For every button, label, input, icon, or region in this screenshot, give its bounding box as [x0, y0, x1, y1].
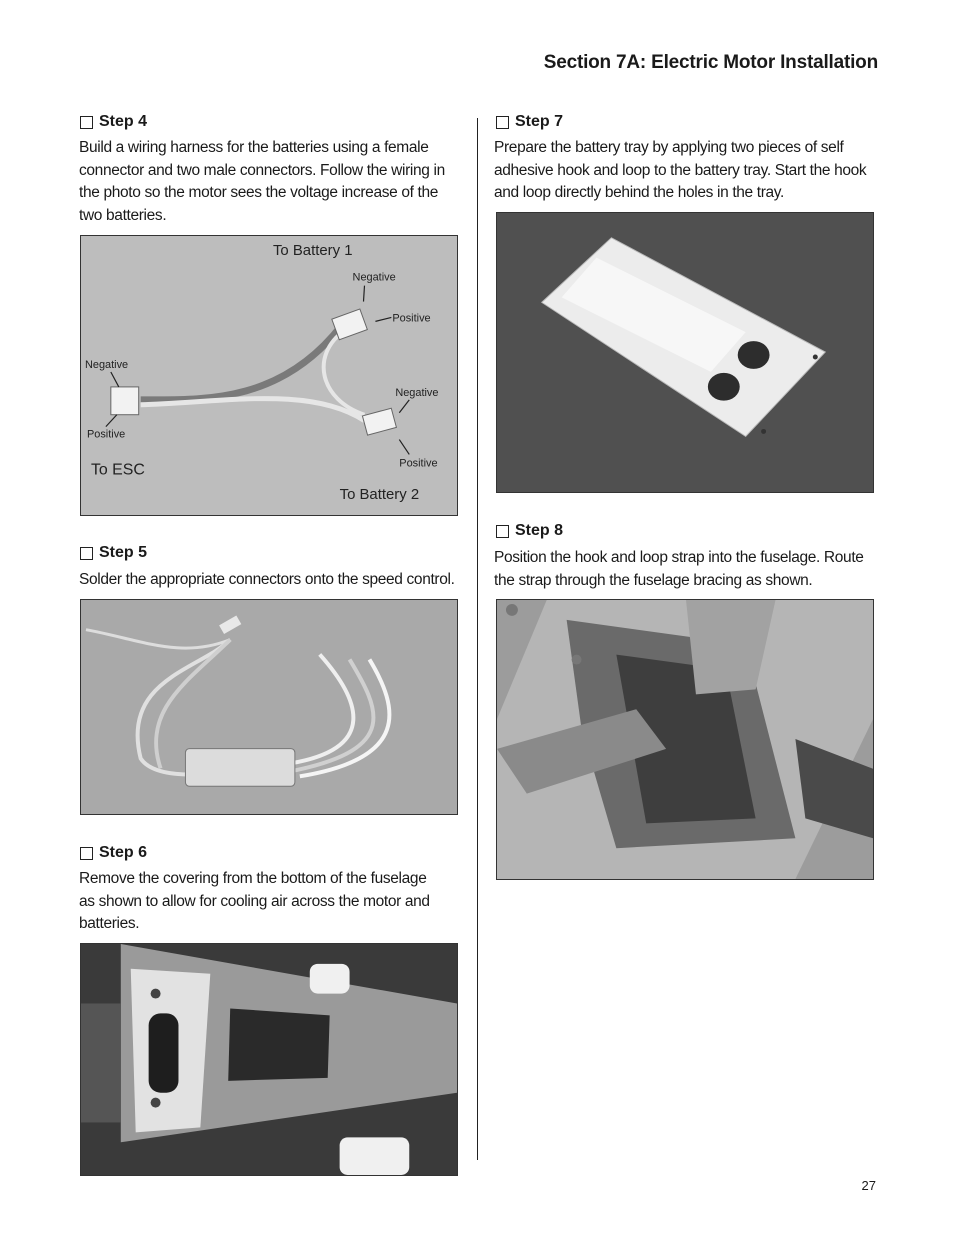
step-5-label: Step 5 — [99, 544, 148, 561]
section-title: Section 7A: Electric Motor Installation — [543, 52, 878, 73]
battery-tray-photo — [496, 212, 874, 493]
step-8-text: Position the hook and loop strap into the fuselage. Route the strap through the fuselage bracing as shown. — [494, 549, 864, 589]
step-6-label: Step 6 — [99, 844, 148, 861]
wiring-harness-photo — [80, 235, 458, 516]
label-esc-negative: Negative — [84, 359, 129, 372]
step-5-text: Solder the appropriate connectors onto the speed control. — [79, 571, 455, 588]
step-4-checkbox[interactable] — [80, 116, 93, 129]
step-6-heading — [80, 844, 147, 862]
step-7-label: Step 7 — [515, 113, 564, 130]
step-8-checkbox[interactable] — [496, 525, 509, 538]
fuselage-strap-photo — [496, 599, 874, 880]
label-b1-positive: Positive — [392, 312, 431, 325]
step-6-checkbox[interactable] — [80, 847, 93, 860]
step-6-text: Remove the covering from the bottom of the fuselage as shown to allow for cooling air across the motor and batteries. — [79, 870, 430, 932]
step-4-heading — [80, 113, 147, 131]
step-7-text: Prepare the battery tray by applying two pieces of self adhesive hook and loop to the battery tray. Start the hook and loop directly behind the holes in the tray. — [494, 139, 867, 201]
fuselage-bottom-photo — [80, 943, 458, 1176]
step-8-label: Step 8 — [515, 522, 564, 539]
label-b1-negative: Negative — [352, 271, 396, 284]
step-7-checkbox[interactable] — [496, 116, 509, 129]
step-4-label: Step 4 — [99, 113, 148, 130]
step-5-heading — [80, 544, 147, 562]
step-7-heading — [496, 113, 563, 131]
page-number: 27 — [861, 1178, 876, 1193]
speed-control-photo — [80, 599, 458, 815]
column-divider — [477, 118, 478, 1160]
step-8-heading — [496, 522, 563, 540]
step-4-text: Build a wiring harness for the batteries using a female connector and two male connectors. Follow the wiring in the photo so the motor sees the voltage increase of the two batteries. — [79, 139, 445, 224]
label-to-battery-2: To Battery 2 — [339, 487, 420, 504]
label-b2-positive: Positive — [399, 457, 438, 470]
label-to-esc: To ESC — [90, 461, 145, 479]
label-esc-positive: Positive — [86, 428, 126, 441]
step-5-checkbox[interactable] — [80, 547, 93, 560]
label-to-battery-1: To Battery 1 — [272, 242, 353, 259]
label-b2-negative: Negative — [395, 386, 439, 399]
